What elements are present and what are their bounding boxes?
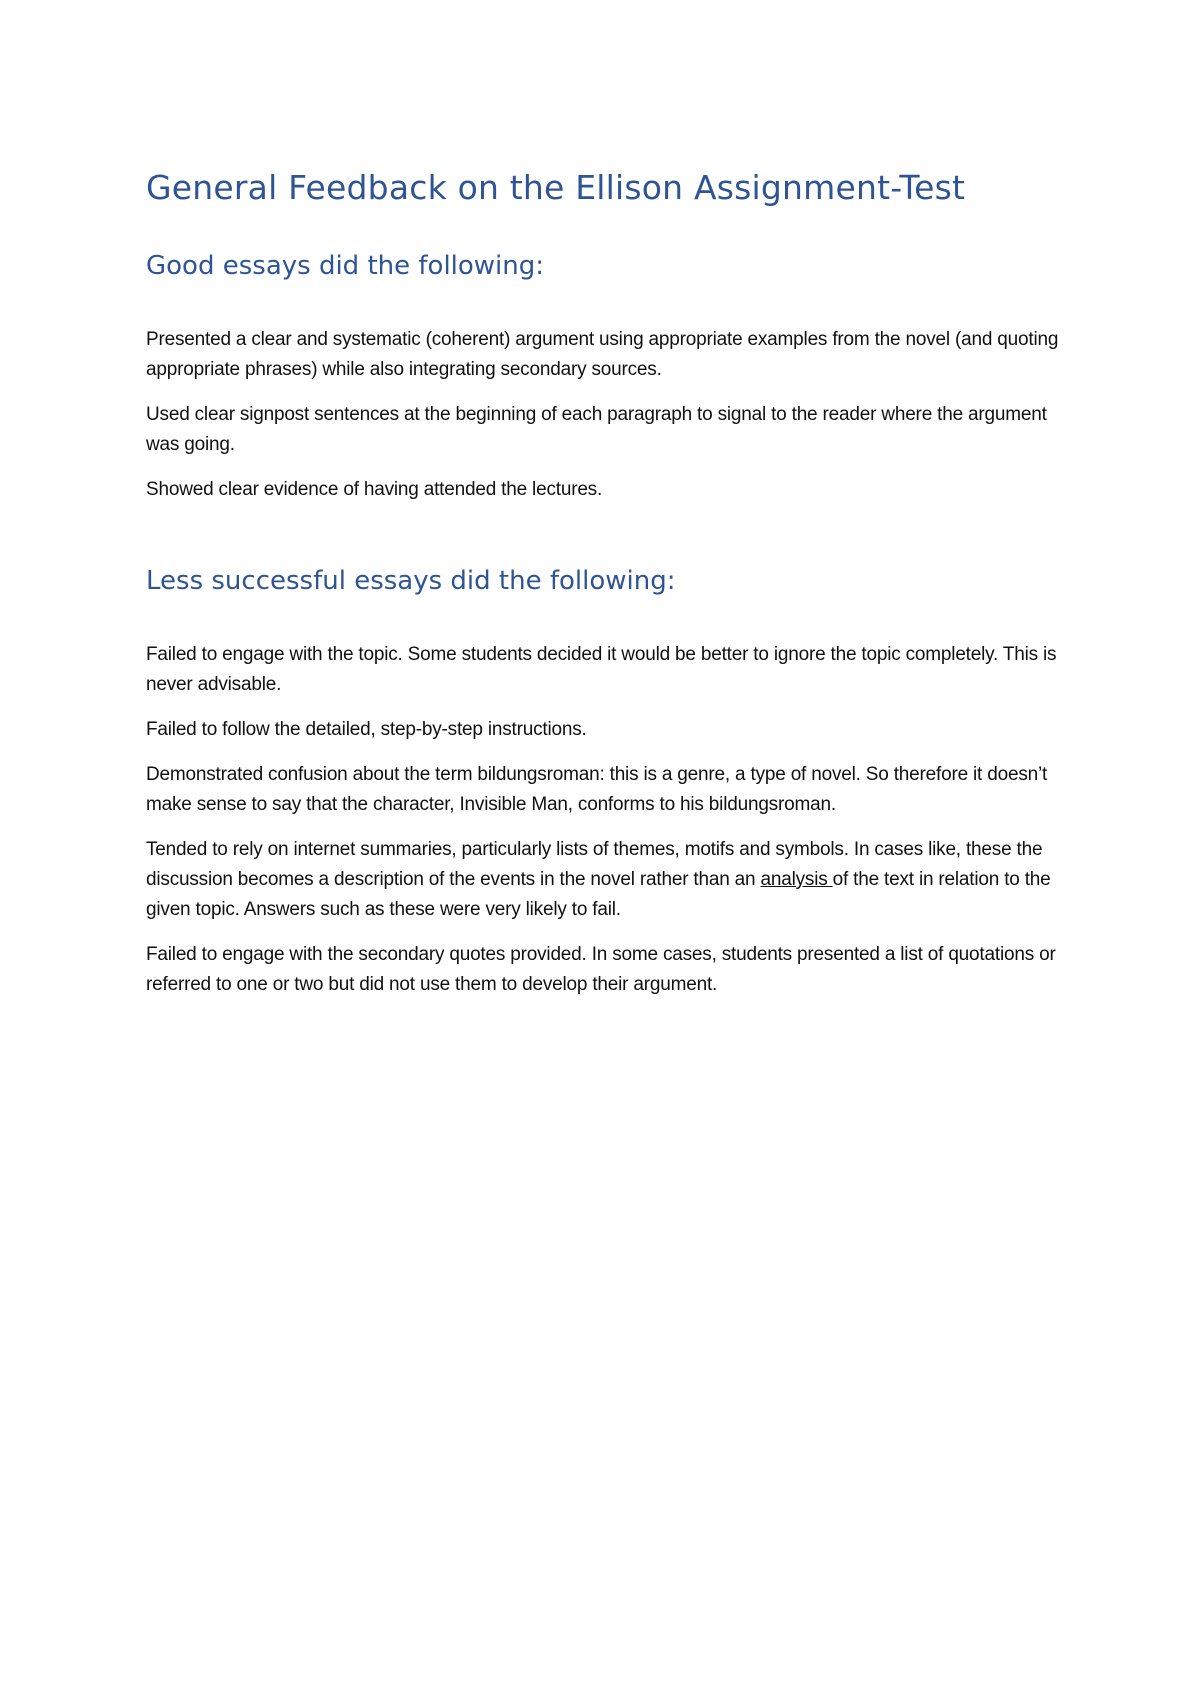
document-title: General Feedback on the Ellison Assignment-Test — [146, 168, 966, 207]
point-text-before: Tended to rely on internet summaries, particularly lists of themes, motifs and symbols. In cases like, these the discussion becomes a description of the events in the novel rather than an — [146, 839, 1043, 890]
less-successful-point: Demonstrated confusion about the term bildungsroman: this is a genre, a type of novel. So therefore it doesn’t make sense to say that the character, Invisible Man, conforms to his bildungsroman. — [146, 764, 1048, 815]
underlined-term-analysis: analysis — [760, 869, 833, 890]
good-essays-heading: Good essays did the following: — [146, 251, 545, 281]
less-successful-point — [146, 835, 1076, 925]
document-body — [146, 166, 1076, 1015]
less-successful-point: Failed to engage with the secondary quotes provided. In some cases, students presented a list of quotations or referred to one or two but did not use them to develop their argument. — [146, 944, 1056, 995]
good-essay-point: Used clear signpost sentences at the beginning of each paragraph to signal to the reader where the argument was going. — [146, 404, 1047, 455]
good-essay-point: Presented a clear and systematic (coherent) argument using appropriate examples from the novel (and quoting appropriate phrases) while also integrating secondary sources. — [146, 329, 1059, 380]
less-successful-essays-heading: Less successful essays did the following: — [146, 566, 676, 596]
point-text-after: of the text in relation to the given topic. Answers such as these were very likely to fail. — [146, 869, 1051, 920]
less-successful-point: Failed to follow the detailed, step-by-step instructions. — [146, 719, 587, 740]
good-essay-point: Showed clear evidence of having attended the lectures. — [146, 479, 603, 500]
less-successful-point: Failed to engage with the topic. Some students decided it would be better to ignore the topic completely. This is never advisable. — [146, 644, 1057, 695]
